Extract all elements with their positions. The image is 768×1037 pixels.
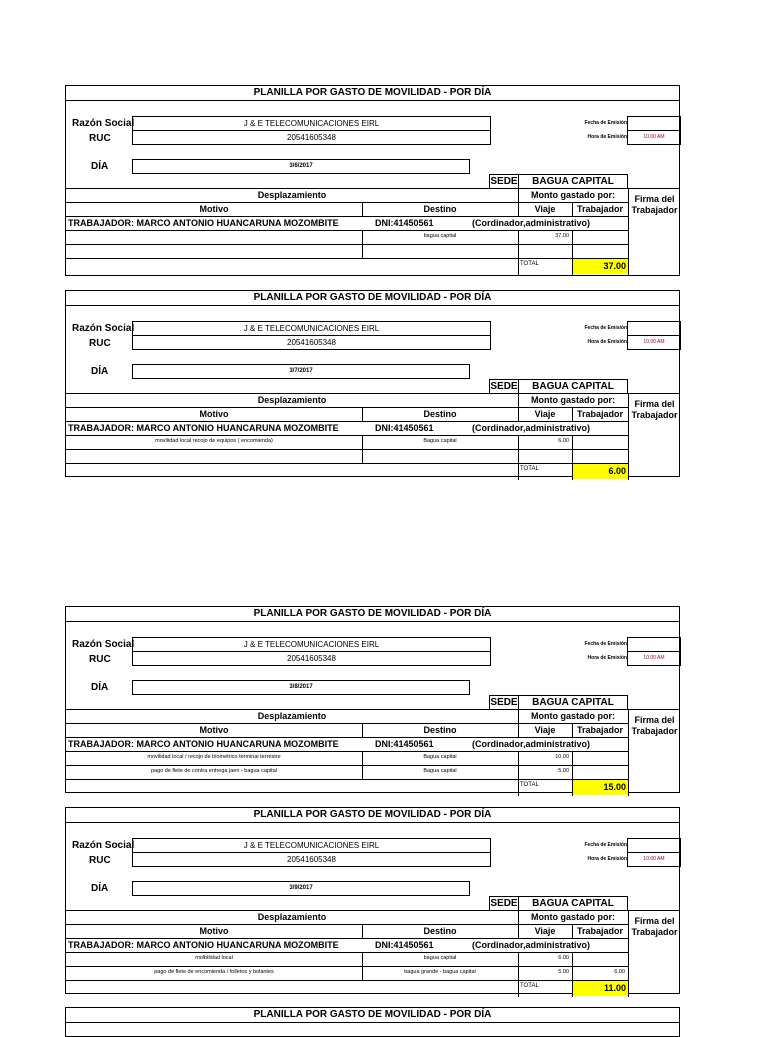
worker-cargo: (Cordinador,administrativo): [472, 423, 591, 433]
row-2-destino: bagua grande - bagua capital: [404, 969, 476, 975]
monto-header: Monto gastado por:: [531, 912, 615, 922]
motivo-header: Motivo: [199, 204, 229, 214]
fecha-emision-field[interactable]: [627, 637, 681, 652]
row-2-trabajador: 6.00: [614, 969, 625, 975]
firma-header: Firma del Trabajador: [631, 715, 678, 736]
viaje-header: Viaje: [534, 725, 556, 735]
worker-name: TRABAJADOR: MARCO ANTONIO HUANCARUNA MOZOMBITE: [68, 218, 339, 228]
fecha-emision-label: Fecha de Emisión: [584, 325, 627, 331]
expense-form: [65, 606, 680, 793]
sede-value: BAGUA CAPITAL: [518, 896, 628, 911]
row-1-viaje: 6.00: [558, 955, 569, 961]
destino-header: Destino: [423, 204, 457, 214]
row-2-viaje: 5.00: [558, 768, 569, 774]
sede-value: BAGUA CAPITAL: [518, 695, 628, 710]
razon-social-label: Razón Social: [72, 118, 135, 129]
row-2-viaje: 5.00: [558, 969, 569, 975]
row-1-destino: Bagua capital: [423, 754, 457, 760]
form-title: PLANILLA POR GASTO DE MOVILIDAD - POR DÍA: [66, 607, 679, 622]
monto-header: Monto gastado por:: [531, 190, 615, 200]
total-label: TOTAL: [520, 261, 539, 267]
firma-header: Firma del Trabajador: [631, 916, 678, 937]
fecha-emision-label: Fecha de Emisión: [584, 842, 627, 848]
monto-header: Monto gastado por:: [531, 711, 615, 721]
firma-header: Firma del Trabajador: [631, 194, 678, 215]
dia-field[interactable]: 3/9/2017: [132, 881, 470, 896]
worker-dni: DNI:41450561: [375, 423, 434, 433]
row-2-motivo: pago de flete de contra entrega jaen - bagua capital: [151, 768, 277, 774]
razon-social-label: Razón Social: [72, 840, 135, 851]
hora-emision-field[interactable]: 10.00 AM: [627, 130, 681, 145]
total-value: 37.00: [573, 259, 628, 274]
row-1-motivo: molbilidad local: [195, 955, 233, 961]
fecha-emision-field[interactable]: [627, 321, 681, 336]
viaje-header: Viaje: [534, 409, 556, 419]
hora-emision-field[interactable]: 10.00 AM: [627, 335, 681, 350]
trabajador-header: Trabajador: [576, 926, 623, 936]
worker-cargo: (Cordinador,administrativo): [472, 940, 591, 950]
razon-social-field[interactable]: J & E TELECOMUNICACIONES EIRL: [132, 321, 491, 336]
worker-dni: DNI:41450561: [375, 739, 434, 749]
hora-emision-field[interactable]: 10.00 AM: [627, 651, 681, 666]
desplazamiento-header: Desplazamiento: [257, 395, 327, 405]
fecha-emision-label: Fecha de Emisión: [584, 120, 627, 126]
ruc-field[interactable]: 20541605348: [132, 130, 491, 145]
row-1-viaje: 10.00: [555, 754, 569, 760]
ruc-field[interactable]: 20541605348: [132, 651, 491, 666]
destino-header: Destino: [423, 409, 457, 419]
destino-header: Destino: [423, 926, 457, 936]
expense-form-partial: [65, 1007, 680, 1037]
worker-dni: DNI:41450561: [375, 218, 434, 228]
total-value: 15.00: [573, 780, 628, 795]
razon-social-label: Razón Social: [72, 323, 135, 334]
form-title: PLANILLA POR GASTO DE MOVILIDAD - POR DÍA: [66, 808, 679, 823]
worker-name: TRABAJADOR: MARCO ANTONIO HUANCARUNA MOZOMBITE: [68, 940, 339, 950]
fecha-emision-field[interactable]: [627, 838, 681, 853]
row-1-motivo: movilidad local / recojo de biometrico terminal terrestre: [147, 754, 281, 760]
dia-field[interactable]: 3/7/2017: [132, 364, 470, 379]
ruc-field[interactable]: 20541605348: [132, 335, 491, 350]
total-label: TOTAL: [520, 983, 539, 989]
razon-social-label: Razón Social: [72, 639, 135, 650]
destino-header: Destino: [423, 725, 457, 735]
firma-header: Firma del Trabajador: [631, 399, 678, 420]
ruc-field[interactable]: 20541605348: [132, 852, 491, 867]
viaje-header: Viaje: [534, 926, 556, 936]
sede-label: SEDE: [490, 898, 518, 909]
desplazamiento-header: Desplazamiento: [257, 711, 327, 721]
worker-cargo: (Cordinador,administrativo): [472, 739, 591, 749]
sede-value: BAGUA CAPITAL: [518, 174, 628, 189]
total-label: TOTAL: [520, 782, 539, 788]
worker-name: TRABAJADOR: MARCO ANTONIO HUANCARUNA MOZOMBITE: [68, 423, 339, 433]
dia-label: DÍA: [91, 883, 109, 894]
motivo-header: Motivo: [199, 409, 229, 419]
fecha-emision-field[interactable]: [627, 116, 681, 131]
viaje-header: Viaje: [534, 204, 556, 214]
sede-label: SEDE: [490, 381, 518, 392]
hora-emision-field[interactable]: 10.00 AM: [627, 852, 681, 867]
trabajador-header: Trabajador: [576, 409, 623, 419]
motivo-header: Motivo: [199, 926, 229, 936]
dia-field[interactable]: 3/6/2017: [132, 159, 470, 174]
hora-emision-label: Hora de Emisión: [587, 134, 627, 140]
total-value: 11.00: [573, 981, 628, 996]
row-1-motivo: movilidad local recojo de equipos ( encomienda): [155, 438, 273, 444]
expense-form: [65, 807, 680, 994]
row-1-viaje: 37.00: [555, 233, 569, 239]
dia-label: DÍA: [91, 682, 109, 693]
sede-value: BAGUA CAPITAL: [518, 379, 628, 394]
row-1-destino: Bagua capital: [423, 438, 457, 444]
ruc-label: RUC: [89, 855, 111, 866]
worker-name: TRABAJADOR: MARCO ANTONIO HUANCARUNA MOZOMBITE: [68, 739, 339, 749]
total-label: TOTAL: [520, 466, 539, 472]
worker-dni: DNI:41450561: [375, 940, 434, 950]
hora-emision-label: Hora de Emisión: [587, 339, 627, 345]
form-title: PLANILLA POR GASTO DE MOVILIDAD - POR DÍA: [66, 86, 679, 101]
hora-emision-label: Hora de Emisión: [587, 856, 627, 862]
expense-form: [65, 290, 680, 477]
total-value: 6.00: [573, 464, 628, 479]
trabajador-header: Trabajador: [576, 204, 623, 214]
row-1-viaje: 6.00: [558, 438, 569, 444]
form-title: PLANILLA POR GASTO DE MOVILIDAD - POR DÍA: [66, 291, 679, 306]
row-1-destino: bagua capital: [423, 233, 457, 239]
ruc-label: RUC: [89, 133, 111, 144]
hora-emision-label: Hora de Emisión: [587, 655, 627, 661]
ruc-label: RUC: [89, 654, 111, 665]
sede-label: SEDE: [490, 176, 518, 187]
row-2-motivo: pago de flete de encomienda / folletos y bolantes: [154, 969, 274, 975]
worker-cargo: (Cordinador,administrativo): [472, 218, 591, 228]
sede-label: SEDE: [490, 697, 518, 708]
dia-label: DÍA: [91, 366, 109, 377]
razon-social-field[interactable]: J & E TELECOMUNICACIONES EIRL: [132, 637, 491, 652]
row-2-destino: Bagua capital: [423, 768, 457, 774]
dia-label: DÍA: [91, 161, 109, 172]
razon-social-field[interactable]: J & E TELECOMUNICACIONES EIRL: [132, 116, 491, 131]
fecha-emision-label: Fecha de Emisión: [584, 641, 627, 647]
form-title: PLANILLA POR GASTO DE MOVILIDAD - POR DÍA: [66, 1008, 679, 1023]
trabajador-header: Trabajador: [576, 725, 623, 735]
razon-social-field[interactable]: J & E TELECOMUNICACIONES EIRL: [132, 838, 491, 853]
expense-form: [65, 85, 680, 276]
dia-field[interactable]: 3/8/2017: [132, 680, 470, 695]
monto-header: Monto gastado por:: [531, 395, 615, 405]
row-1-destino: bagua capital: [423, 955, 457, 961]
desplazamiento-header: Desplazamiento: [257, 190, 327, 200]
ruc-label: RUC: [89, 338, 111, 349]
desplazamiento-header: Desplazamiento: [257, 912, 327, 922]
motivo-header: Motivo: [199, 725, 229, 735]
